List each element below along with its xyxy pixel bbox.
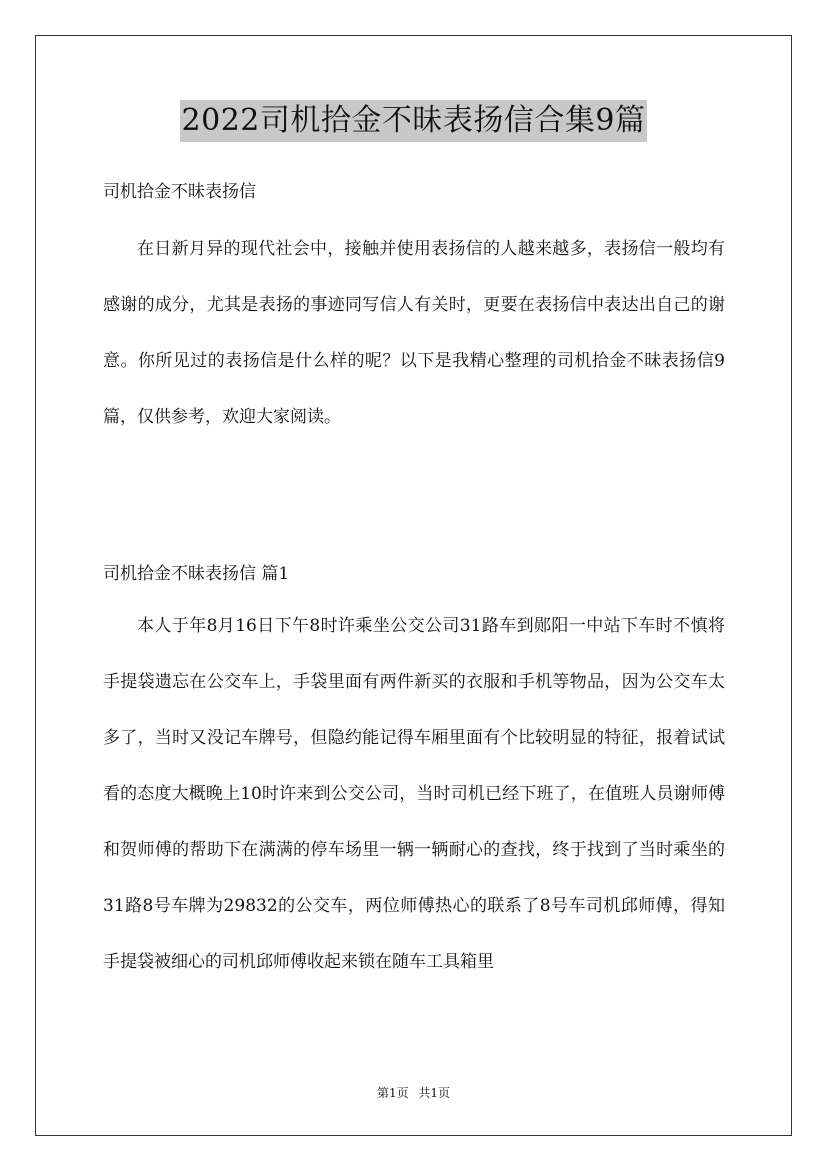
- page-footer: [0, 1084, 827, 1101]
- intro-paragraph: 在日新月异的现代社会中，接触并使用表扬信的人越来越多，表扬信一般均有感谢的成分，尤其是表扬的事迹同写信人有关时，更要在表扬信中表达出自己的谢意。你所见过的表扬信是什么样的呢？以下是我精心整理的司机拾金不昧表扬信9篇，仅供参考，欢迎大家阅读。: [103, 239, 725, 427]
- title-container: [0, 100, 827, 142]
- page-number-total: 共1页: [418, 1086, 451, 1100]
- document-title: 2022司机拾金不昧表扬信合集9篇: [180, 100, 648, 142]
- section-1-heading: 司机拾金不昧表扬信 篇1: [103, 564, 290, 584]
- intro-heading: 司机拾金不昧表扬信: [103, 182, 256, 202]
- page-number-current: 第1页: [376, 1086, 409, 1100]
- section-1-paragraph: 本人于年8月16日下午8时许乘坐公交公司31路车到郧阳一中站下车时不慎将手提袋遗忘在公交车上，手袋里面有两件新买的衣服和手机等物品，因为公交车太多了，当时又没记车牌号，但隐约能记得车厢里面有个比较明显的特征，报着试试看的态度大概晚上10时许来到公交公司，当时司机已经下班了，在值班人员谢师傅和贺师傅的帮助下在满满的停车场里一辆一辆耐心的查找，终于找到了当时乘坐的31路8号车牌为29832的公交车，两位师傅热心的联系了8号车司机邱师傅，得知手提袋被细心的司机邱师傅收起来锁在随车工具箱里: [103, 616, 725, 972]
